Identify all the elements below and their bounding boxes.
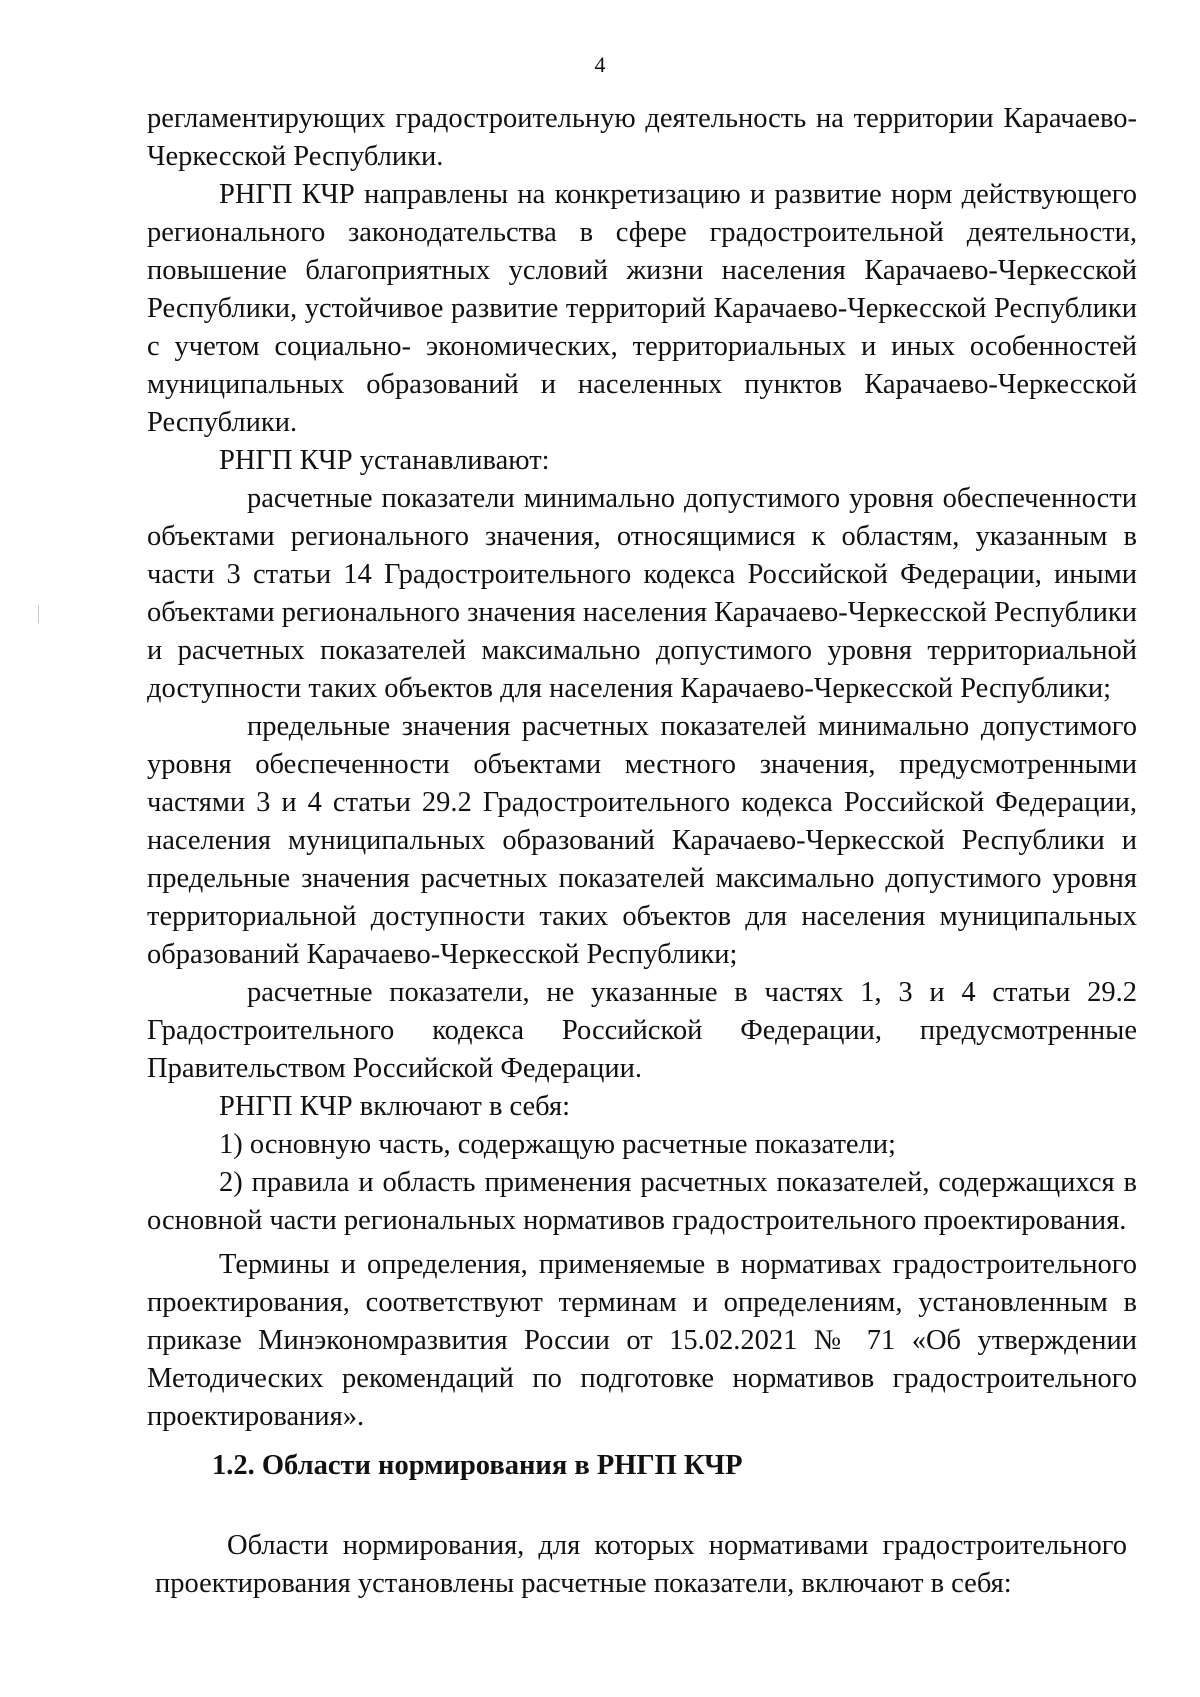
body-text xyxy=(147,100,1137,1436)
numbered-item-2: 2) правила и область применения расчетных показателей, содержащихся в основной части региональных нормативов градостроительного проектирования. xyxy=(147,1167,1137,1236)
paragraph-terms: Термины и определения, применяемые в нормативах градостроительного проектирования, соответствуют терминам и определениям, установленным в приказе Минэкономразвития России от 15.02.2021 № 71 «Об утверждении Методических рекомендаций по подготовке нормативов градостроительного проектирования». xyxy=(147,1249,1137,1432)
final-text xyxy=(155,1527,1127,1603)
paragraph-establish-intro: РНГП КЧР устанавливают: xyxy=(219,445,550,476)
page-number: 4 xyxy=(594,52,606,77)
paragraph-continuation: регламентирующих градостроительную деятельность на территории Карачаево-Черкесской Республики. xyxy=(147,103,1137,172)
paragraph-include-intro: РНГП КЧР включают в себя: xyxy=(219,1091,571,1122)
numbered-item-1: 1) основную часть, содержащую расчетные показатели; xyxy=(219,1129,896,1160)
list-item-regional: расчетные показатели минимально допустимого уровня обеспеченности объектами регионального значения, относящимися к областям, указанным в части 3 статьи 14 Градостроительного кодекса Российской Федерации, иными объектами регионального значения населения Карачаево-Черкесской Республики и расчетных показателей максимально допустимого уровня территориальной доступности таких объектов для населения Карачаево-Черкесской Республики; xyxy=(147,483,1137,704)
paragraph-purpose: РНГП КЧР направлены на конкретизацию и развитие норм действующего регионального законодательства в сфере градостроительной деятельности, повышение благоприятных условий жизни населения Карачаево-Черкесской Республики, устойчивое развитие территорий Карачаево-Черкесской Республики с учетом социально- экономических, территориальных и иных особенностей муниципальных образований и населенных пунктов Карачаево-Черкесской Республики. xyxy=(147,179,1137,438)
list-item-other: расчетные показатели, не указанные в частях 1, 3 и 4 статьи 29.2 Градостроительного кодекса Российской Федерации, предусмотренные Правительством Российской Федерации. xyxy=(147,977,1137,1084)
scan-mark xyxy=(38,605,39,623)
section-heading: 1.2. Области нормирования в РНГП КЧР xyxy=(212,1450,743,1481)
paragraph-areas: Области нормирования, для которых нормативами градостроительного проектирования установлены расчетные показатели, включают в себя: xyxy=(155,1530,1127,1599)
list-item-local: предельные значения расчетных показателей минимально допустимого уровня обеспеченности объектами местного значения, предусмотренными частями 3 и 4 статьи 29.2 Градостроительного кодекса Российской Федерации, населения муниципальных образований Карачаево-Черкесской Республики и предельные значения расчетных показателей максимально допустимого уровня территориальной доступности таких объектов для населения муниципальных образований Карачаево-Черкесской Республики; xyxy=(147,711,1137,970)
